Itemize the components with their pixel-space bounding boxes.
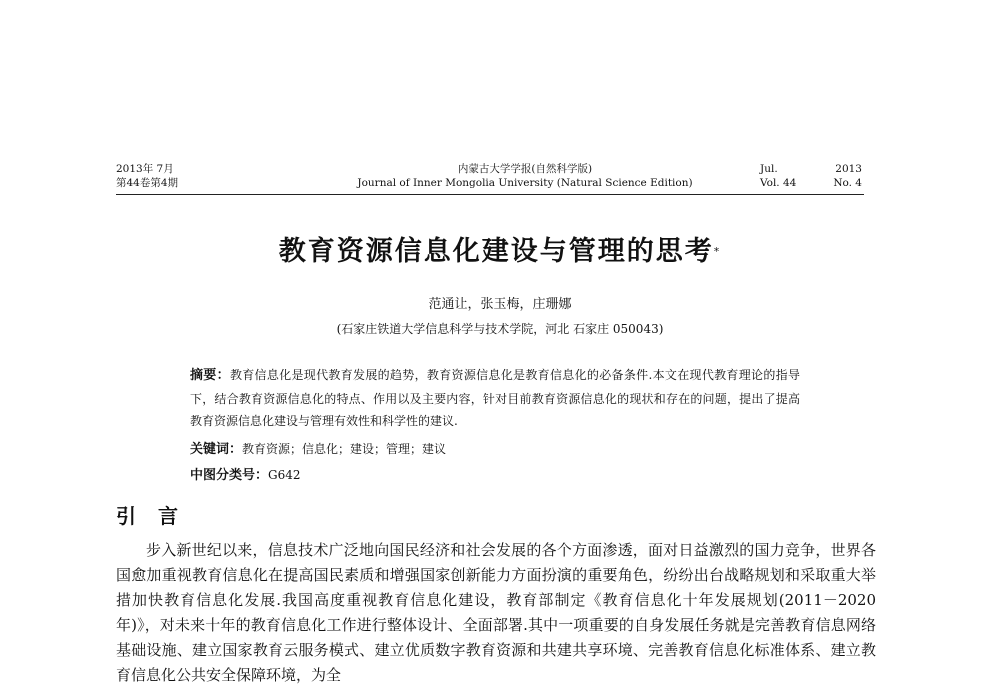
abstract-label: 摘要： [190,368,230,383]
abstract [190,364,800,433]
body-paragraph: 步入新世纪以来，信息技术广泛地向国民经济和社会发展的各个方面渗透，面对日益激烈的国力竞争，世界各国愈加重视教育信息化在提高国民素质和增强国家创新能力方面扮演的重要角色，纷纷出台战略规划和采取重大举措加快教育信息化发展.我国高度重视教育信息化建设，教育部制定《教育信息化十年发展规划(2011－2020年)》，对未来十年的教育信息化工作进行整体设计、全面部署.其中一项重要的自身发展任务就是完善教育信息网络基础设施、建立国家教育云服务模式、建立优质数字教育资源和共建共享环境、完善教育信息化标准体系、建立教育信息化公共安全保障环境，为全 [116,541,876,684]
title-footnote-mark: * [713,245,722,258]
classification-label: 中图分类号： [190,468,269,483]
journal-name-english: Journal of Inner Mongolia University (Natural Science Edition) [357,177,693,189]
journal-issue-info-english [760,162,862,190]
paper-title-block [100,232,900,272]
issue-month: Jul. [760,163,778,175]
journal-name-chinese: 内蒙古大学学报(自然科学版) [457,163,593,175]
keywords [190,440,446,459]
paper-title: 教育资源信息化建设与管理的思考 [278,236,714,267]
section-heading: 引言 [116,504,200,528]
abstract-text: 教育信息化是现代教育发展的趋势，教育资源信息化是教育信息化的必备条件.本文在现代教育理论的指导下，结合教育资源信息化的特点、作用以及主要内容，针对目前教育资源信息化的现状和存在的问题，提出了提高教育资源信息化建设与管理有效性和科学性的建议. [190,368,800,428]
volume-number: Vol. 44 [760,177,797,189]
issue-date: 2013年 7月 [116,163,174,175]
classification-number [190,466,301,485]
issue-number: No. 4 [833,177,862,189]
affiliation: (石家庄铁道大学信息科学与技术学院，河北 石家庄 050043) [336,322,664,336]
journal-name [290,162,760,190]
header-rule [116,194,864,195]
authors: 范通让，张玉梅，庄珊娜 [428,297,572,312]
keywords-label: 关键词： [190,442,243,457]
journal-issue-info [116,162,178,190]
keywords-text: 教育资源；信息化；建设；管理；建议 [242,442,447,456]
classification-text: G642 [268,468,301,482]
volume-issue: 第44卷第4期 [116,177,179,189]
issue-year: 2013 [835,163,862,175]
